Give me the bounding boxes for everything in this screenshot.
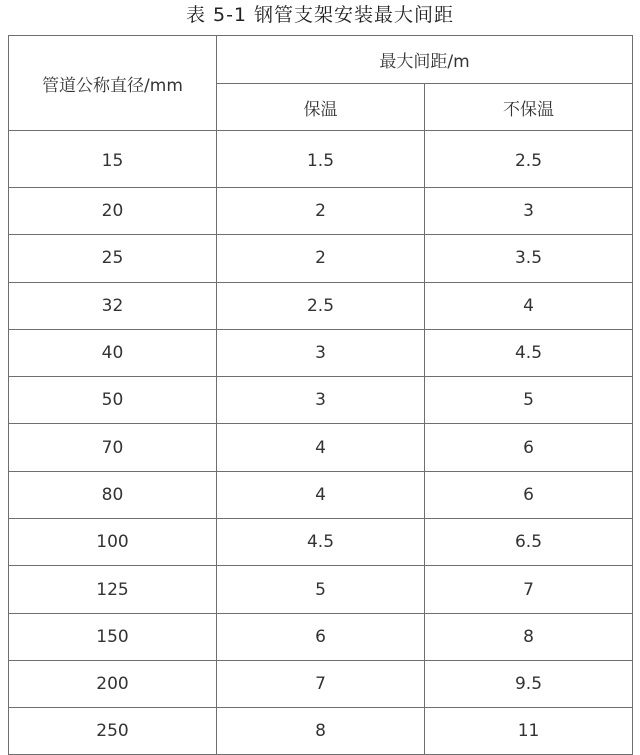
table-row	[9, 235, 633, 282]
cell-diameter: 20	[9, 188, 217, 235]
table-row	[9, 708, 633, 755]
table-row	[9, 377, 633, 424]
table-row	[9, 660, 633, 707]
cell-insulated: 4	[217, 424, 425, 471]
cell-insulated: 5	[217, 566, 425, 613]
cell-diameter: 150	[9, 613, 217, 660]
table-row	[9, 282, 633, 329]
cell-uninsulated: 9.5	[425, 660, 633, 707]
cell-insulated: 7	[217, 660, 425, 707]
cell-insulated: 8	[217, 708, 425, 755]
cell-uninsulated: 6	[425, 424, 633, 471]
cell-insulated: 6	[217, 613, 425, 660]
cell-diameter: 40	[9, 329, 217, 376]
table-row	[9, 424, 633, 471]
cell-diameter: 70	[9, 424, 217, 471]
cell-uninsulated: 4	[425, 282, 633, 329]
cell-uninsulated: 8	[425, 613, 633, 660]
table-row	[9, 471, 633, 518]
cell-diameter: 100	[9, 519, 217, 566]
table-row	[9, 566, 633, 613]
cell-uninsulated: 6	[425, 471, 633, 518]
cell-diameter: 200	[9, 660, 217, 707]
cell-uninsulated: 5	[425, 377, 633, 424]
cell-insulated: 1.5	[217, 131, 425, 188]
cell-diameter: 125	[9, 566, 217, 613]
header-max-spacing: 最大间距/m	[217, 36, 633, 84]
table-row	[9, 188, 633, 235]
cell-uninsulated: 11	[425, 708, 633, 755]
header-uninsulated: 不保温	[425, 84, 633, 131]
cell-uninsulated: 3	[425, 188, 633, 235]
cell-insulated: 3	[217, 377, 425, 424]
support-spacing-table	[8, 35, 633, 755]
cell-insulated: 4	[217, 471, 425, 518]
header-diameter: 管道公称直径/mm	[9, 36, 217, 131]
cell-insulated: 2.5	[217, 282, 425, 329]
table-body	[9, 131, 633, 755]
cell-insulated: 3	[217, 329, 425, 376]
cell-uninsulated: 3.5	[425, 235, 633, 282]
table-title: 表 5-1 钢管支架安装最大间距	[185, 4, 455, 26]
cell-uninsulated: 6.5	[425, 519, 633, 566]
cell-diameter: 50	[9, 377, 217, 424]
cell-insulated: 2	[217, 235, 425, 282]
table-row	[9, 131, 633, 188]
cell-diameter: 32	[9, 282, 217, 329]
cell-uninsulated: 2.5	[425, 131, 633, 188]
cell-insulated: 4.5	[217, 519, 425, 566]
cell-diameter: 80	[9, 471, 217, 518]
table-row	[9, 613, 633, 660]
table-row	[9, 329, 633, 376]
cell-diameter: 15	[9, 131, 217, 188]
table-row	[9, 519, 633, 566]
cell-insulated: 2	[217, 188, 425, 235]
header-insulated: 保温	[217, 84, 425, 131]
cell-diameter: 250	[9, 708, 217, 755]
cell-uninsulated: 7	[425, 566, 633, 613]
cell-uninsulated: 4.5	[425, 329, 633, 376]
cell-diameter: 25	[9, 235, 217, 282]
